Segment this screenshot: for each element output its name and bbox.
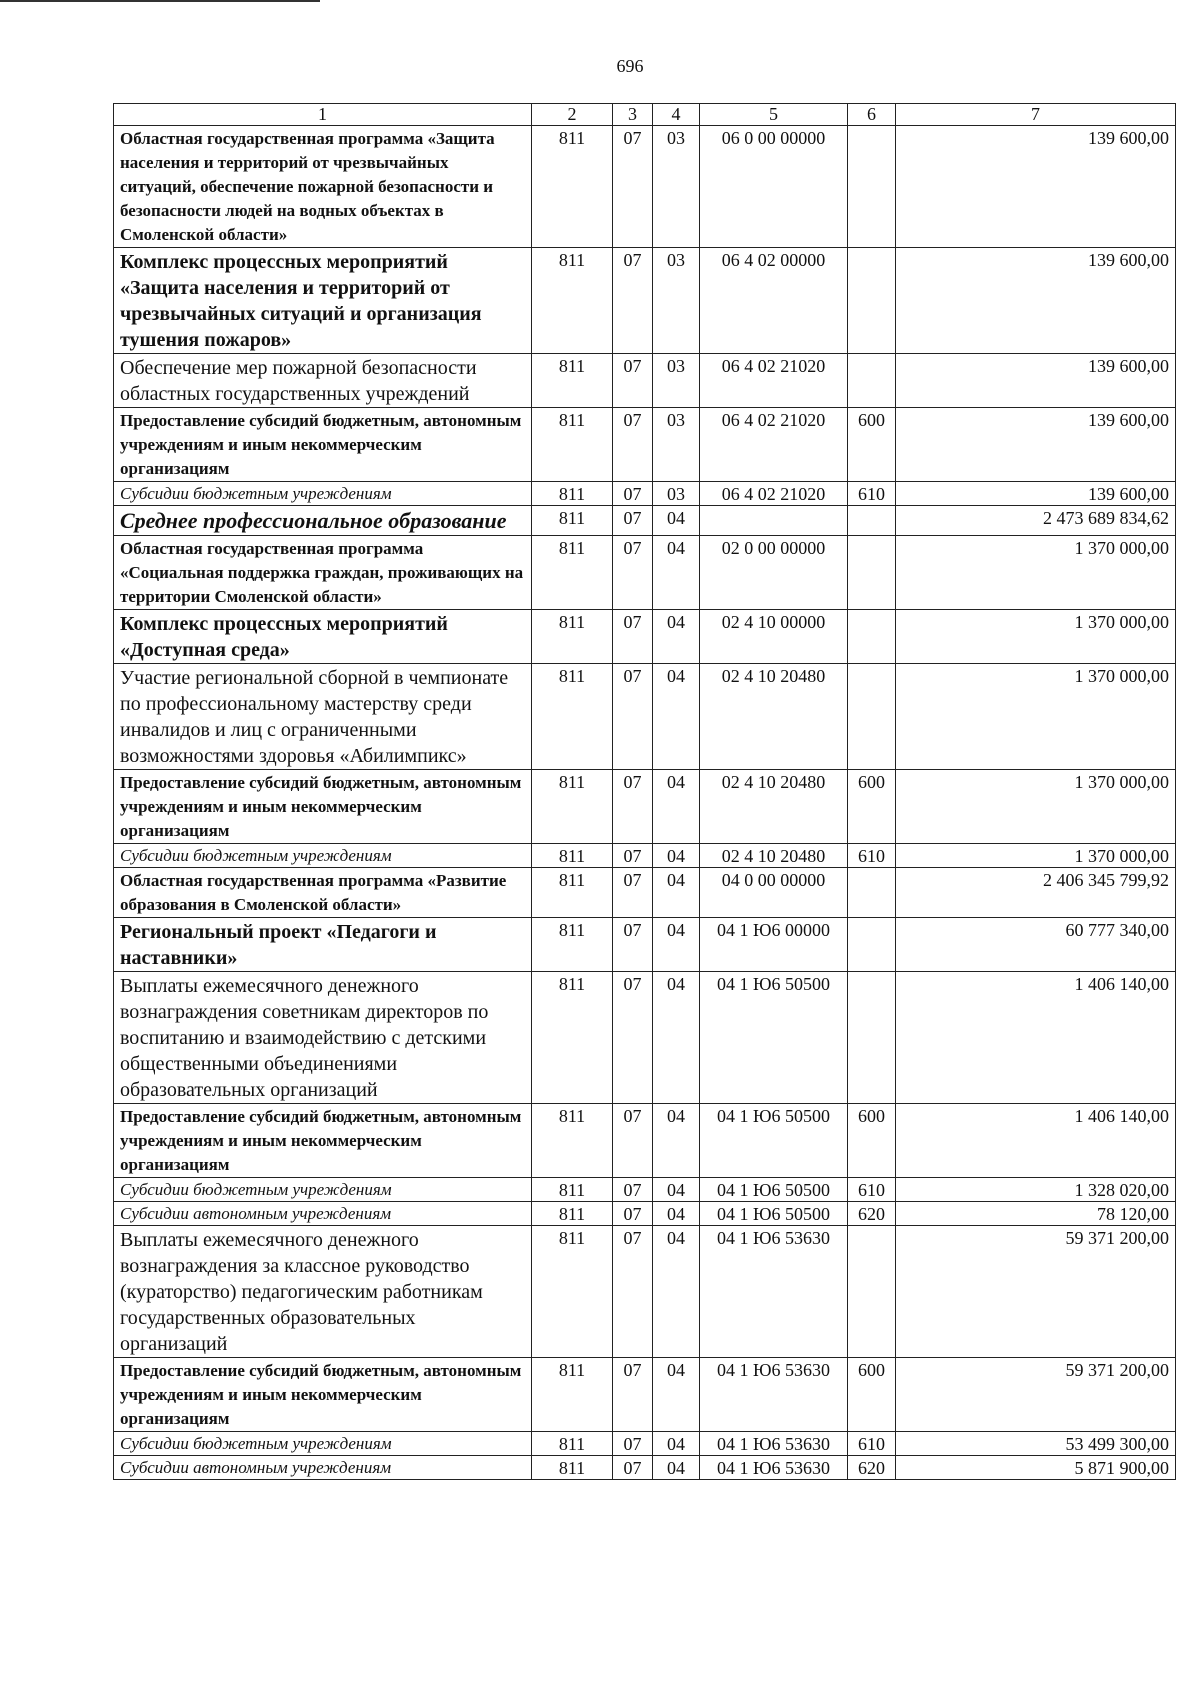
row-name: Предоставление субсидий бюджетным, автономным учреждениям и иным некоммерческим организациям	[114, 1104, 532, 1178]
row-name: Комплекс процессных мероприятий «Доступная среда»	[114, 610, 532, 664]
target-article-code: 04 1 Ю6 50500	[700, 1178, 848, 1202]
section-code: 07	[613, 1226, 653, 1358]
main-admin-code: 811	[532, 248, 613, 354]
table-row	[114, 972, 1176, 1104]
row-name: Среднее профессиональное образование	[114, 506, 532, 536]
row-name: Комплекс процессных мероприятий «Защита населения и территорий от чрезвычайных ситуаций и организация тушения пожаров»	[114, 248, 532, 354]
table-row	[114, 1226, 1176, 1358]
amount: 59 371 200,00	[896, 1226, 1176, 1358]
row-name: Областная государственная программа «Защита населения и территорий от чрезвычайных ситуаций, обеспечение пожарной безопасности и безопасности людей на водных объектах в Смоленской области»	[114, 126, 532, 248]
amount: 139 600,00	[896, 248, 1176, 354]
section-code: 07	[613, 248, 653, 354]
main-admin-code: 811	[532, 770, 613, 844]
row-name: Субсидии автономным учреждениям	[114, 1202, 532, 1226]
expense-type-code: 610	[848, 1178, 896, 1202]
row-name: Предоставление субсидий бюджетным, автономным учреждениям и иным некоммерческим организациям	[114, 408, 532, 482]
main-admin-code: 811	[532, 1178, 613, 1202]
expense-type-code	[848, 506, 896, 536]
target-article-code: 04 1 Ю6 53630	[700, 1456, 848, 1480]
subsection-code: 04	[653, 844, 700, 868]
header-col-5: 5	[700, 104, 848, 126]
subsection-code: 04	[653, 1202, 700, 1226]
subsection-code: 03	[653, 354, 700, 408]
main-admin-code: 811	[532, 482, 613, 506]
main-admin-code: 811	[532, 610, 613, 664]
main-admin-code: 811	[532, 868, 613, 918]
subsection-code: 04	[653, 1456, 700, 1480]
expense-type-code	[848, 972, 896, 1104]
amount: 1 370 000,00	[896, 664, 1176, 770]
table-row	[114, 610, 1176, 664]
header-col-7: 7	[896, 104, 1176, 126]
expense-type-code	[848, 354, 896, 408]
row-name: Обеспечение мер пожарной безопасности областных государственных учреждений	[114, 354, 532, 408]
subsection-code: 04	[653, 1178, 700, 1202]
amount: 1 406 140,00	[896, 972, 1176, 1104]
expense-type-code	[848, 664, 896, 770]
subsection-code: 04	[653, 610, 700, 664]
table-row	[114, 770, 1176, 844]
main-admin-code: 811	[532, 536, 613, 610]
amount: 2 473 689 834,62	[896, 506, 1176, 536]
expense-type-code: 620	[848, 1456, 896, 1480]
section-code: 07	[613, 1104, 653, 1178]
amount: 2 406 345 799,92	[896, 868, 1176, 918]
subsection-code: 04	[653, 506, 700, 536]
header-col-3: 3	[613, 104, 653, 126]
subsection-code: 04	[653, 1226, 700, 1358]
main-admin-code: 811	[532, 1104, 613, 1178]
expense-type-code: 600	[848, 1358, 896, 1432]
target-article-code: 06 0 00 00000	[700, 126, 848, 248]
row-name: Субсидии автономным учреждениям	[114, 1456, 532, 1480]
row-name: Областная государственная программа «Социальная поддержка граждан, проживающих на территории Смоленской области»	[114, 536, 532, 610]
amount: 1 370 000,00	[896, 770, 1176, 844]
amount: 59 371 200,00	[896, 1358, 1176, 1432]
amount: 53 499 300,00	[896, 1432, 1176, 1456]
page-number: 696	[616, 56, 644, 76]
subsection-code: 04	[653, 536, 700, 610]
target-article-code: 06 4 02 21020	[700, 408, 848, 482]
subsection-code: 04	[653, 1104, 700, 1178]
expense-type-code	[848, 918, 896, 972]
amount: 1 328 020,00	[896, 1178, 1176, 1202]
subsection-code: 03	[653, 408, 700, 482]
section-code: 07	[613, 610, 653, 664]
main-admin-code: 811	[532, 408, 613, 482]
section-code: 07	[613, 972, 653, 1104]
target-article-code: 02 4 10 20480	[700, 664, 848, 770]
subsection-code: 04	[653, 918, 700, 972]
section-code: 07	[613, 1178, 653, 1202]
subsection-code: 04	[653, 664, 700, 770]
amount: 5 871 900,00	[896, 1456, 1176, 1480]
section-code: 07	[613, 1456, 653, 1480]
table-row	[114, 408, 1176, 482]
target-article-code: 06 4 02 00000	[700, 248, 848, 354]
expense-type-code: 600	[848, 770, 896, 844]
subsection-code: 04	[653, 868, 700, 918]
section-code: 07	[613, 868, 653, 918]
subsection-code: 04	[653, 1432, 700, 1456]
expense-type-code: 610	[848, 1432, 896, 1456]
amount: 139 600,00	[896, 354, 1176, 408]
section-code: 07	[613, 354, 653, 408]
target-article-code: 04 1 Ю6 53630	[700, 1432, 848, 1456]
row-name: Региональный проект «Педагоги и наставники»	[114, 918, 532, 972]
subsection-code: 03	[653, 248, 700, 354]
header-col-6: 6	[848, 104, 896, 126]
table-row	[114, 868, 1176, 918]
main-admin-code: 811	[532, 1358, 613, 1432]
main-admin-code: 811	[532, 972, 613, 1104]
amount: 1 406 140,00	[896, 1104, 1176, 1178]
target-article-code: 04 1 Ю6 50500	[700, 1104, 848, 1178]
table-row	[114, 482, 1176, 506]
table-row	[114, 1178, 1176, 1202]
header-col-1: 1	[114, 104, 532, 126]
expense-type-code: 620	[848, 1202, 896, 1226]
amount: 1 370 000,00	[896, 536, 1176, 610]
row-name: Выплаты ежемесячного денежного вознаграждения за классное руководство (кураторство) педагогическим работникам государственных образовательных организаций	[114, 1226, 532, 1358]
table-row	[114, 844, 1176, 868]
row-name: Участие региональной сборной в чемпионате по профессиональному мастерству среди инвалидов и лиц с ограниченными возможностями здоровья «Абилимпикс»	[114, 664, 532, 770]
section-code: 07	[613, 1358, 653, 1432]
target-article-code: 02 4 10 00000	[700, 610, 848, 664]
header-col-2: 2	[532, 104, 613, 126]
table-row	[114, 506, 1176, 536]
expense-type-code	[848, 610, 896, 664]
main-admin-code: 811	[532, 664, 613, 770]
target-article-code: 04 1 Ю6 53630	[700, 1226, 848, 1358]
target-article-code: 04 0 00 00000	[700, 868, 848, 918]
budget-table	[113, 103, 1176, 1480]
section-code: 07	[613, 506, 653, 536]
table-row	[114, 664, 1176, 770]
section-code: 07	[613, 536, 653, 610]
table-row	[114, 918, 1176, 972]
row-name: Областная государственная программа «Развитие образования в Смоленской области»	[114, 868, 532, 918]
amount: 139 600,00	[896, 408, 1176, 482]
main-admin-code: 811	[532, 1202, 613, 1226]
table-row	[114, 1456, 1176, 1480]
expense-type-code	[848, 868, 896, 918]
row-name: Субсидии бюджетным учреждениям	[114, 482, 532, 506]
target-article-code: 06 4 02 21020	[700, 354, 848, 408]
amount: 78 120,00	[896, 1202, 1176, 1226]
subsection-code: 04	[653, 770, 700, 844]
scan-artifact-line	[0, 0, 320, 2]
target-article-code	[700, 506, 848, 536]
section-code: 07	[613, 664, 653, 770]
table-row	[114, 248, 1176, 354]
table-row	[114, 1104, 1176, 1178]
main-admin-code: 811	[532, 1432, 613, 1456]
section-code: 07	[613, 770, 653, 844]
amount: 1 370 000,00	[896, 610, 1176, 664]
expense-type-code: 610	[848, 482, 896, 506]
section-code: 07	[613, 844, 653, 868]
section-code: 07	[613, 1432, 653, 1456]
section-code: 07	[613, 408, 653, 482]
expense-type-code	[848, 1226, 896, 1358]
target-article-code: 04 1 Ю6 50500	[700, 972, 848, 1104]
row-name: Выплаты ежемесячного денежного вознаграждения советникам директоров по воспитанию и взаимодействию с детскими общественными объединениями образовательных организаций	[114, 972, 532, 1104]
header-row	[114, 104, 1176, 126]
table-row	[114, 354, 1176, 408]
expense-type-code: 610	[848, 844, 896, 868]
row-name: Субсидии бюджетным учреждениям	[114, 1178, 532, 1202]
expense-type-code	[848, 126, 896, 248]
main-admin-code: 811	[532, 506, 613, 536]
row-name: Субсидии бюджетным учреждениям	[114, 844, 532, 868]
main-admin-code: 811	[532, 1456, 613, 1480]
expense-type-code	[848, 536, 896, 610]
section-code: 07	[613, 126, 653, 248]
subsection-code: 03	[653, 126, 700, 248]
target-article-code: 02 4 10 20480	[700, 844, 848, 868]
target-article-code: 02 0 00 00000	[700, 536, 848, 610]
amount: 139 600,00	[896, 482, 1176, 506]
subsection-code: 04	[653, 972, 700, 1104]
row-name: Субсидии бюджетным учреждениям	[114, 1432, 532, 1456]
subsection-code: 03	[653, 482, 700, 506]
expense-type-code: 600	[848, 408, 896, 482]
amount: 139 600,00	[896, 126, 1176, 248]
table-row	[114, 1358, 1176, 1432]
target-article-code: 06 4 02 21020	[700, 482, 848, 506]
target-article-code: 04 1 Ю6 50500	[700, 1202, 848, 1226]
table-row	[114, 536, 1176, 610]
row-name: Предоставление субсидий бюджетным, автономным учреждениям и иным некоммерческим организациям	[114, 770, 532, 844]
row-name: Предоставление субсидий бюджетным, автономным учреждениям и иным некоммерческим организациям	[114, 1358, 532, 1432]
header-col-4: 4	[653, 104, 700, 126]
amount: 1 370 000,00	[896, 844, 1176, 868]
table-row	[114, 1432, 1176, 1456]
target-article-code: 02 4 10 20480	[700, 770, 848, 844]
main-admin-code: 811	[532, 126, 613, 248]
target-article-code: 04 1 Ю6 00000	[700, 918, 848, 972]
expense-type-code	[848, 248, 896, 354]
section-code: 07	[613, 918, 653, 972]
section-code: 07	[613, 482, 653, 506]
table-row	[114, 126, 1176, 248]
subsection-code: 04	[653, 1358, 700, 1432]
target-article-code: 04 1 Ю6 53630	[700, 1358, 848, 1432]
amount: 60 777 340,00	[896, 918, 1176, 972]
table-row	[114, 1202, 1176, 1226]
main-admin-code: 811	[532, 918, 613, 972]
main-admin-code: 811	[532, 844, 613, 868]
main-admin-code: 811	[532, 1226, 613, 1358]
main-admin-code: 811	[532, 354, 613, 408]
expense-type-code: 600	[848, 1104, 896, 1178]
section-code: 07	[613, 1202, 653, 1226]
